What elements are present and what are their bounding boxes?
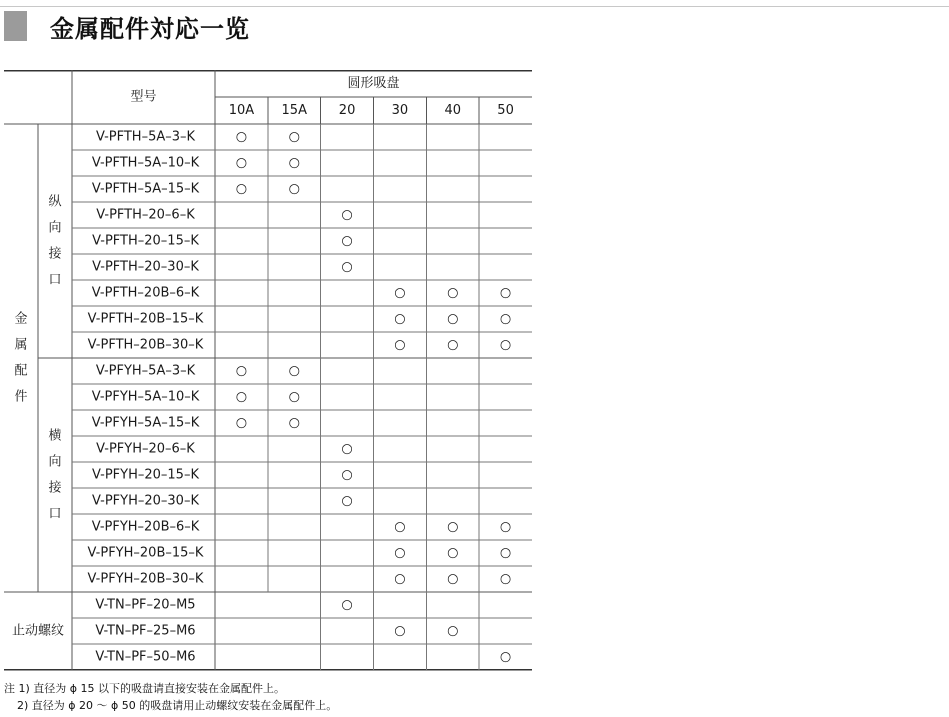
footnote-2: 2) 直径为 ϕ 20 ～ ϕ 50 的吸盘请用止动螺纹安装在金属配件上。: [17, 699, 338, 712]
model-cell: V-PFYH–20B–6–K: [91, 519, 200, 535]
model-cell: V-PFTH–20B–15–K: [87, 311, 204, 327]
compat-mark: ○: [394, 545, 406, 561]
size-header-15A: 15A: [281, 103, 307, 118]
compat-mark: ○: [235, 181, 248, 197]
compat-mark: ○: [235, 415, 248, 431]
compat-mark: ○: [447, 285, 459, 301]
footnotes: [4, 680, 337, 714]
model-cell: V-PFYH–5A–3–K: [95, 363, 196, 379]
model-cell: V-TN–PF–50–M6: [95, 649, 196, 665]
model-cell: V-PFYH–5A–10–K: [91, 389, 200, 405]
compat-mark: ○: [499, 311, 512, 327]
model-cell: V-PFYH–20–6–K: [96, 441, 195, 457]
compat-mark: ○: [447, 519, 459, 535]
compat-mark: ○: [394, 285, 406, 301]
compat-mark: ○: [394, 337, 406, 353]
compat-mark: ○: [288, 415, 300, 431]
compat-mark: ○: [288, 181, 300, 197]
sub-horizontal-port-char: 口: [48, 506, 62, 522]
top-divider: [0, 6, 949, 7]
sub-horizontal-port-char: 向: [48, 454, 62, 470]
compat-mark: ○: [447, 337, 459, 353]
size-header-20: 20: [338, 103, 356, 118]
model-cell: V-TN–PF–25–M6: [95, 623, 196, 639]
model-cell: V-PFTH–20B–30–K: [87, 337, 204, 353]
size-header-50: 50: [497, 103, 514, 118]
category-metal-fittings-char: 属: [14, 337, 28, 353]
compat-mark: ○: [341, 467, 353, 483]
model-cell: V-PFTH–20–15–K: [92, 233, 199, 249]
category-metal-fittings-char: 金: [14, 311, 28, 327]
title-marker: [4, 11, 27, 41]
compat-mark: ○: [341, 597, 353, 613]
compat-mark: ○: [447, 623, 459, 639]
compat-mark: ○: [499, 545, 512, 561]
sub-horizontal-port-char: 横: [48, 428, 62, 444]
size-header-40: 40: [444, 103, 462, 118]
model-cell: V-PFTH–5A–15–K: [91, 181, 200, 197]
compat-mark: ○: [288, 363, 300, 379]
compat-mark: ○: [341, 259, 353, 275]
compat-mark: ○: [394, 311, 406, 327]
compat-mark: ○: [394, 623, 406, 639]
compat-mark: ○: [235, 129, 248, 145]
compat-mark: ○: [341, 441, 353, 457]
sub-vertical-port-char: 口: [48, 272, 62, 288]
category-stop-screw: 止动螺纹: [11, 623, 65, 639]
category-metal-fittings-char: 件: [14, 389, 28, 405]
compat-mark: ○: [341, 207, 353, 223]
suction-cup-header: 圆形吸盘: [347, 76, 400, 91]
compatibility-table: [4, 70, 532, 676]
sub-vertical-port-char: 向: [48, 220, 62, 236]
size-header-10A: 10A: [228, 103, 255, 118]
compat-mark: ○: [499, 519, 512, 535]
model-cell: V-PFTH–20B–6–K: [91, 285, 200, 301]
compat-mark: ○: [235, 155, 248, 171]
compat-mark: ○: [447, 545, 459, 561]
model-header: 型号: [130, 89, 157, 105]
compat-mark: ○: [394, 571, 406, 587]
model-cell: V-TN–PF–20–M5: [95, 597, 196, 613]
compat-mark: ○: [499, 571, 512, 587]
compat-mark: ○: [341, 233, 353, 249]
model-cell: V-PFYH–20B–15–K: [87, 545, 204, 561]
compat-mark: ○: [499, 285, 512, 301]
sub-horizontal-port-char: 接: [48, 480, 62, 496]
compat-mark: ○: [447, 571, 459, 587]
model-cell: V-PFTH–20–30–K: [92, 259, 199, 275]
compat-mark: ○: [288, 155, 300, 171]
compat-mark: ○: [235, 363, 248, 379]
compat-mark: ○: [341, 493, 353, 509]
compat-mark: ○: [235, 389, 248, 405]
page-title: 金属配件対応一览: [50, 15, 250, 43]
model-cell: V-PFYH–20–30–K: [92, 493, 199, 509]
model-cell: V-PFTH–20–6–K: [96, 207, 195, 223]
compat-mark: ○: [499, 337, 512, 353]
model-cell: V-PFTH–5A–3–K: [95, 129, 196, 145]
compat-mark: ○: [288, 389, 300, 405]
footnote-1: 注 1) 直径为 ϕ 15 以下的吸盘请直接安装在金属配件上。: [4, 682, 286, 695]
compat-mark: ○: [288, 129, 300, 145]
model-cell: V-PFYH–5A–15–K: [91, 415, 200, 431]
model-cell: V-PFYH–20B–30–K: [87, 571, 204, 587]
model-cell: V-PFYH–20–15–K: [92, 467, 199, 483]
sub-vertical-port-char: 接: [48, 246, 62, 262]
compat-mark: ○: [447, 311, 459, 327]
sub-vertical-port-char: 纵: [48, 194, 62, 210]
compat-mark: ○: [394, 519, 406, 535]
size-header-30: 30: [391, 103, 409, 118]
compat-mark: ○: [499, 649, 512, 665]
model-cell: V-PFTH–5A–10–K: [91, 155, 200, 171]
category-metal-fittings-char: 配: [14, 363, 28, 379]
